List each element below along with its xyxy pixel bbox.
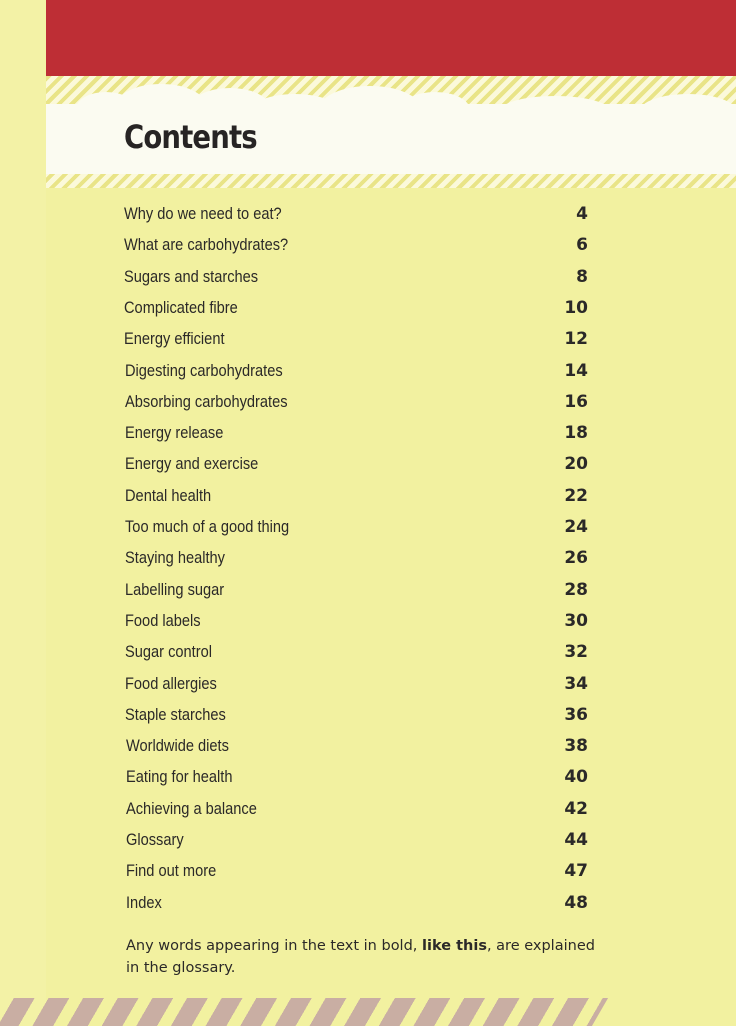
toc-entry-page: 44 (564, 830, 588, 850)
toc-row (0, 548, 736, 576)
toc-row (0, 486, 736, 514)
toc-entry-page: 18 (564, 423, 588, 444)
toc-row (0, 893, 736, 921)
toc-entry-page: 42 (564, 798, 588, 819)
toc-entry-title: Staple starches (125, 704, 226, 724)
toc-entry-title: Too much of a good thing (125, 517, 290, 536)
toc-entry-title: Worldwide diets (126, 736, 229, 756)
toc-entry-page: 20 (564, 454, 588, 475)
toc-entry-page: 26 (564, 548, 588, 569)
cloud-bump (500, 96, 610, 126)
toc-row (0, 454, 736, 482)
toc-row (0, 705, 736, 733)
toc-entry-page: 32 (564, 642, 588, 663)
toc-entry-title: Sugar control (125, 642, 212, 662)
toc-row (0, 235, 736, 263)
note-bold-example: like this (422, 938, 487, 954)
toc-entry-page: 6 (576, 235, 588, 256)
toc-entry-page: 40 (564, 767, 588, 788)
toc-entry-title: Labelling sugar (125, 579, 225, 599)
toc-entry-title: Absorbing carbohydrates (125, 391, 288, 411)
toc-entry-page: 36 (564, 704, 588, 725)
toc-entry-title: Find out more (126, 861, 217, 881)
toc-entry-page: 16 (564, 391, 588, 412)
toc-entry-title: Sugars and starches (124, 266, 259, 286)
toc-row (0, 830, 736, 858)
toc-entry-title: Complicated fibre (124, 297, 238, 317)
toc-entry-title: What are carbohydrates? (124, 235, 289, 255)
note-text-after: , are explained in the glossary. (126, 938, 595, 976)
toc-entry-title: Achieving a balance (126, 798, 257, 818)
header-red-band (46, 0, 736, 76)
toc-row (0, 642, 736, 670)
toc-row (0, 392, 736, 420)
toc-entry-title: Digesting carbohydrates (125, 360, 283, 380)
toc-row (0, 329, 736, 357)
toc-entry-page: 14 (564, 360, 588, 381)
note-text-before: Any words appearing in the text in bold, (126, 938, 423, 954)
cloud-bump (640, 94, 736, 128)
toc-entry-title: Eating for health (126, 767, 233, 787)
toc-row (0, 298, 736, 326)
toc-entry-page: 8 (576, 266, 588, 287)
toc-entry-title: Energy and exercise (125, 454, 259, 474)
toc-entry-page: 48 (564, 892, 588, 913)
toc-entry-page: 28 (564, 579, 588, 600)
toc-row (0, 267, 736, 295)
cloud-bump (400, 92, 470, 128)
toc-row (0, 361, 736, 389)
toc-row (0, 580, 736, 608)
footer-hazard-stripes (0, 998, 620, 1026)
page-title: Contents (124, 118, 257, 156)
toc-entry-title: Food labels (125, 610, 201, 630)
toc-entry-title: Index (126, 892, 162, 912)
toc-row (0, 767, 736, 795)
toc-row (0, 204, 736, 232)
toc-row (0, 674, 736, 702)
toc-entry-page: 38 (564, 736, 588, 757)
toc-entry-title: Dental health (125, 485, 212, 505)
toc-row (0, 861, 736, 889)
toc-entry-page: 34 (564, 673, 588, 694)
toc-entry-title: Staying healthy (125, 548, 225, 568)
toc-entry-page: 22 (564, 485, 588, 506)
toc-row (0, 736, 736, 764)
toc-entry-title: Energy release (125, 423, 224, 443)
toc-entry-title: Why do we need to eat? (124, 204, 282, 223)
toc-entry-page: 12 (564, 329, 588, 350)
toc-entry-title: Energy efficient (124, 329, 225, 349)
toc-entry-title: Food allergies (125, 673, 217, 693)
toc-entry-page: 30 (564, 610, 588, 631)
toc-entry-title: Glossary (126, 830, 184, 849)
toc-row (0, 611, 736, 639)
toc-entry-page: 47 (564, 861, 588, 882)
glossary-note (126, 935, 596, 979)
toc-row (0, 423, 736, 451)
toc-entry-page: 4 (576, 204, 588, 224)
toc-row (0, 517, 736, 545)
toc-entry-page: 10 (564, 297, 588, 318)
toc-entry-page: 24 (564, 517, 588, 537)
toc-row (0, 799, 736, 827)
